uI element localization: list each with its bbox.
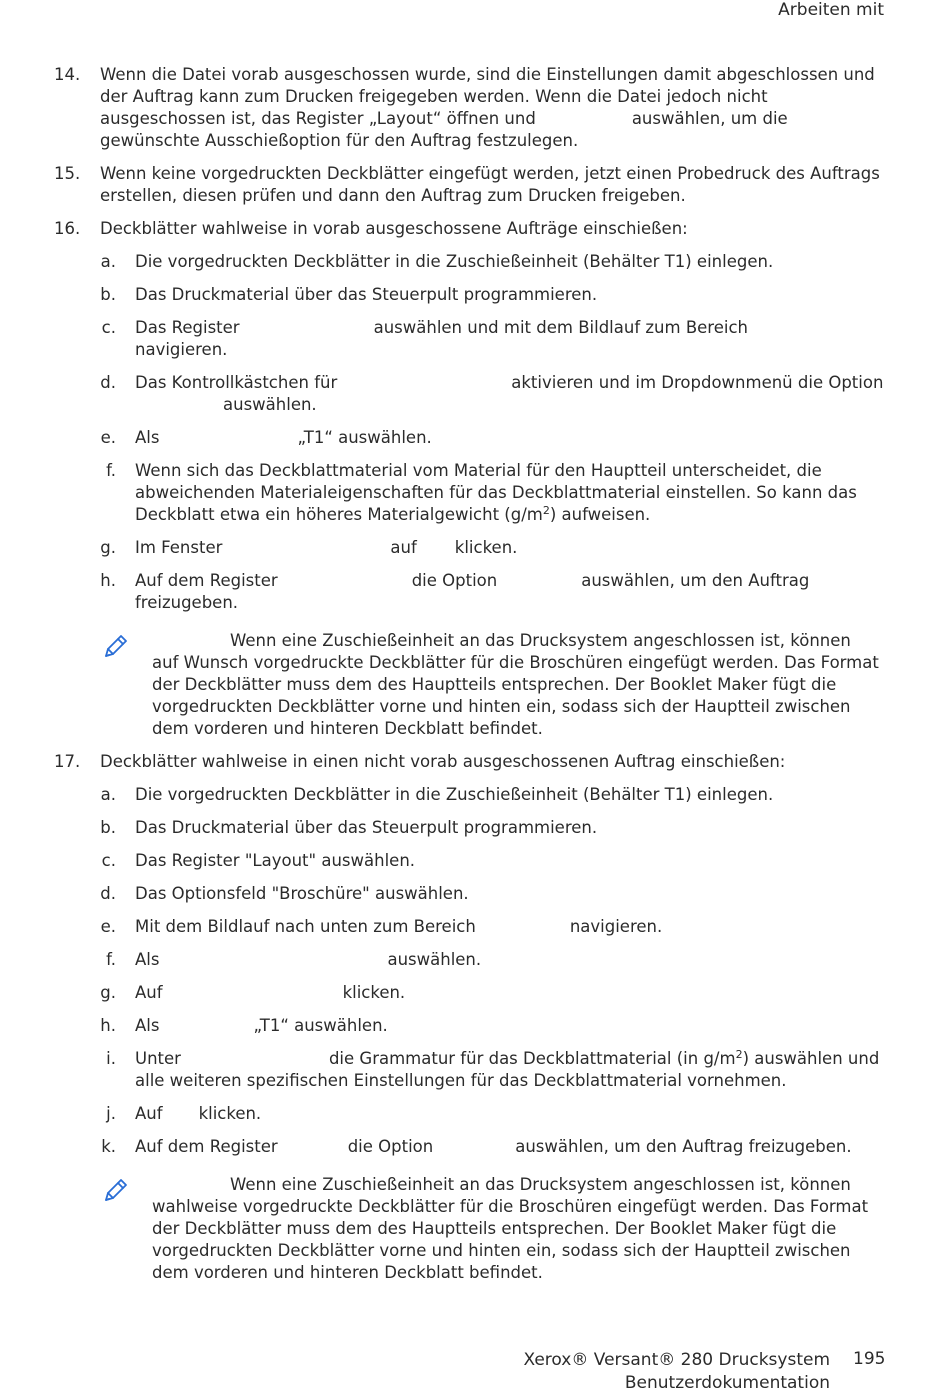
step-text: Wenn die Datei vorab ausgeschossen wurde, sind die Einstellungen damit abgeschlossen und der Auftrag kann zum Drucken freigegeben werden. Wenn die Datei jedoch nicht ausgeschossen ist, das Register „Layout“ öffnen und [100, 65, 875, 128]
substep-text: auswählen, um den Auftrag freizugeben. [135, 571, 810, 612]
substep-letter: e. [100, 917, 116, 936]
substep-text: Mit dem Bildlauf nach unten zum Bereich [135, 917, 476, 936]
superscript: 2 [542, 504, 550, 517]
step-number: 15. [54, 164, 81, 183]
substep-letter: d. [100, 373, 116, 392]
substep-letter: g. [100, 538, 116, 557]
note-box [54, 630, 884, 740]
step-text-cont: auswählen, um die gewünschte Ausschießoption für den Auftrag festzulegen. [100, 109, 788, 150]
page-content [54, 64, 884, 1295]
substep-text: Das Druckmaterial über das Steuerpult programmieren. [135, 818, 598, 837]
page-number: 195 [853, 1349, 886, 1369]
substep-j [100, 1103, 884, 1125]
substep-g [100, 982, 884, 1004]
substep-h [100, 1015, 884, 1037]
substep-b [100, 284, 884, 306]
substep-letter: c. [101, 318, 116, 337]
step-text: Deckblätter wahlweise in einen nicht vorab ausgeschossenen Auftrag einschießen: [100, 752, 786, 771]
note-text: Wenn eine Zuschießeinheit an das Drucksystem angeschlossen ist, können wahlweise vorgedruckte Deckblätter für die Broschüren eingefügt werden. Das Format der Deckblätter muss dem des Hauptteils entsprechen. Der Booklet Maker fügt die vorgedruckten Deckblätter vorne und hinten ein, sodass sich der Hauptteil zwischen dem vorderen und hinteren Deckblatt befindet. [152, 1175, 869, 1282]
substep-letter: f. [106, 461, 116, 480]
substep-text: Auf dem Register [135, 571, 278, 590]
substep-text: Auf dem Register [135, 1137, 278, 1156]
substep-f [100, 460, 884, 526]
substep-text: auswählen und mit dem Bildlauf zum Bereich [373, 318, 748, 337]
substep-letter: j. [106, 1104, 116, 1123]
substep-d [100, 372, 884, 416]
substep-e [100, 427, 884, 449]
substep-text: die Option [411, 571, 498, 590]
substep-a [100, 784, 884, 806]
substep-list [100, 251, 884, 614]
step-text: Wenn keine vorgedruckten Deckblätter eingefügt werden, jetzt einen Probedruck des Auftrags erstellen, diesen prüfen und dann den Auftrag zum Drucken freigeben. [100, 164, 880, 205]
step-15 [54, 163, 884, 207]
substep-b [100, 817, 884, 839]
substep-text: klicken. [198, 1104, 262, 1123]
pencil-icon [100, 1176, 130, 1206]
substep-text: Auf [135, 1104, 163, 1123]
substep-letter: h. [100, 1016, 116, 1035]
substep-letter: i. [106, 1049, 116, 1068]
substep-text: auswählen. [387, 950, 482, 969]
substep-letter: d. [100, 884, 116, 903]
substep-a [100, 251, 884, 273]
substep-letter: h. [100, 571, 116, 590]
note-box [54, 1174, 884, 1284]
substep-text: ) auswählen und alle weiteren spezifischen Einstellungen für das Deckblattmaterial vornehmen. [135, 1049, 880, 1090]
substep-text: auswählen. [223, 395, 317, 414]
substep-text: Die vorgedruckten Deckblätter in die Zuschießeinheit (Behälter T1) einlegen. [135, 252, 774, 271]
footer-product [523, 1349, 830, 1395]
note-text: Wenn eine Zuschießeinheit an das Drucksystem angeschlossen ist, können auf Wunsch vorgedruckte Deckblätter für die Broschüren eingefügt werden. Das Format der Deckblätter muss dem des Hauptteils entsprechen. Der Booklet Maker fügt die vorgedruckten Deckblätter vorne und hinten ein, sodass sich der Hauptteil zwischen dem vorderen und hinteren Deckblatt befindet. [152, 631, 879, 738]
pencil-icon [100, 632, 130, 662]
substep-c [100, 850, 884, 872]
substep-i [100, 1048, 884, 1092]
substep-text: Die vorgedruckten Deckblätter in die Zuschießeinheit (Behälter T1) einlegen. [135, 785, 774, 804]
footer-product-name: Xerox® Versant® 280 Drucksystem [523, 1350, 830, 1370]
substep-c [100, 317, 884, 361]
substep-k [100, 1136, 884, 1158]
substep-g [100, 537, 884, 559]
step-number: 17. [54, 752, 81, 771]
substep-h [100, 570, 884, 614]
substep-text: Das Kontrollkästchen für [135, 373, 338, 392]
substep-text: auf [390, 538, 417, 557]
substep-text: navigieren. [569, 917, 663, 936]
substep-letter: g. [100, 983, 116, 1002]
step-17 [54, 751, 884, 1284]
step-14 [54, 64, 884, 152]
substep-letter: f. [106, 950, 116, 969]
step-number: 16. [54, 219, 81, 238]
substep-text: navigieren. [135, 340, 228, 359]
substep-text: „T1“ auswählen. [253, 1016, 388, 1035]
substep-e [100, 916, 884, 938]
step-text: Deckblätter wahlweise in vorab ausgeschossene Aufträge einschießen: [100, 219, 688, 238]
substep-text: die Option [347, 1137, 434, 1156]
substep-text: Das Register [135, 318, 240, 337]
substep-text: Das Optionsfeld "Broschüre" auswählen. [135, 884, 469, 903]
substep-text: auswählen, um den Auftrag freizugeben. [515, 1137, 852, 1156]
substep-text-tail: ) aufweisen. [549, 505, 651, 524]
substep-letter: a. [100, 252, 116, 271]
substep-text: Das Register "Layout" auswählen. [135, 851, 416, 870]
substep-text: Das Druckmaterial über das Steuerpult programmieren. [135, 285, 598, 304]
substep-text: Als [135, 1016, 160, 1035]
step-16 [54, 218, 884, 740]
substep-text: Als [135, 950, 160, 969]
running-header: Arbeiten mit [778, 0, 884, 20]
substep-text: Wenn sich das Deckblattmaterial vom Material für den Hauptteil unterscheidet, die abweichenden Materialeigenschaften für das Deckblattmaterial einstellen. So kann das Deckblatt etwa ein höheres Materialgewicht (g/m [135, 461, 857, 524]
substep-letter: k. [101, 1137, 116, 1156]
footer-doc-title: Benutzerdokumentation [624, 1373, 830, 1393]
substep-text: aktivieren und im Dropdownmenü die Option [511, 373, 884, 392]
step-number: 14. [54, 65, 81, 84]
substep-text: klicken. [342, 983, 406, 1002]
substep-text: Im Fenster [135, 538, 223, 557]
substep-f [100, 949, 884, 971]
superscript: 2 [735, 1048, 743, 1061]
substep-text: Als [135, 428, 160, 447]
substep-letter: e. [100, 428, 116, 447]
substep-text: Unter [135, 1049, 181, 1068]
substep-letter: c. [101, 851, 116, 870]
substep-d [100, 883, 884, 905]
substep-text: Auf [135, 983, 163, 1002]
substep-letter: a. [100, 785, 116, 804]
substep-text: klicken. [454, 538, 518, 557]
substep-letter: b. [100, 285, 116, 304]
substep-letter: b. [100, 818, 116, 837]
substep-text: die Grammatur für das Deckblattmaterial (in g/m [328, 1049, 736, 1068]
substep-text: „T1“ auswählen. [297, 428, 432, 447]
substep-list [100, 784, 884, 1158]
